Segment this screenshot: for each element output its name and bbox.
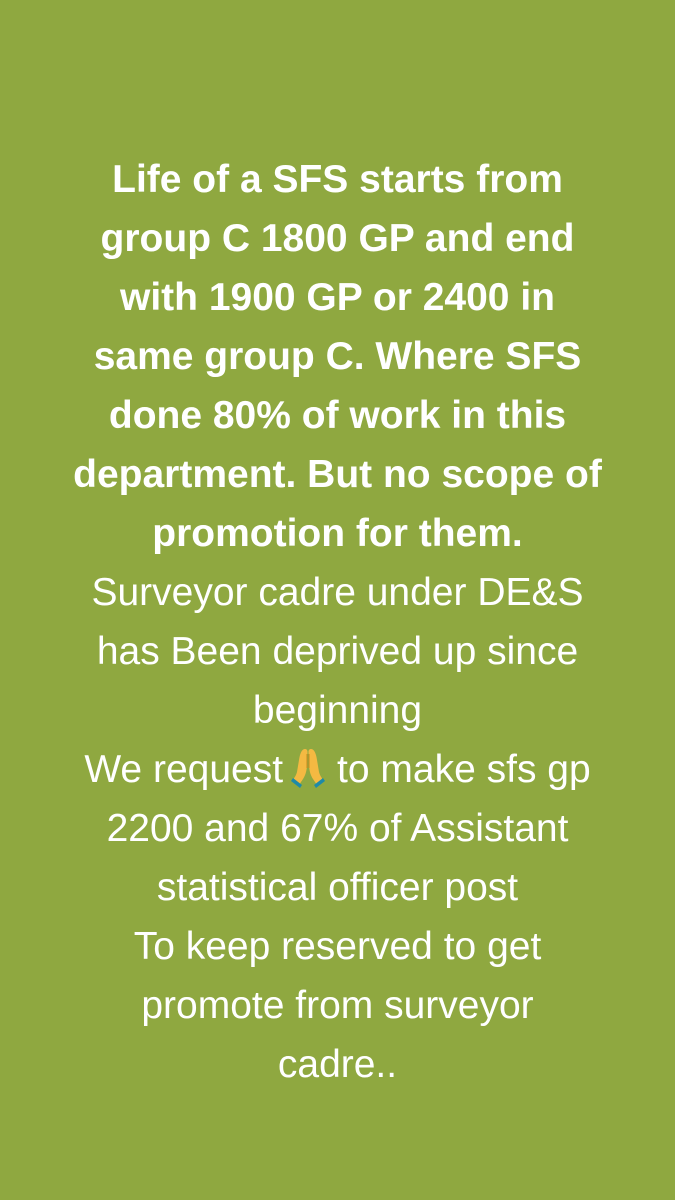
text-line: promotion for them.: [152, 512, 523, 555]
regular-paragraph: [0, 563, 675, 1094]
status-text: [0, 150, 675, 1094]
text-line: cadre..: [277, 1043, 398, 1086]
text-line: with 1900 GP or 2400 in: [120, 276, 555, 319]
text-line: has Been deprived up since: [96, 630, 579, 673]
request-text-continued: to make sfs gp: [337, 748, 591, 791]
text-line: beginning: [252, 689, 423, 732]
text-line: same group C. Where SFS: [93, 335, 582, 378]
text-line: Surveyor cadre under DE&S: [91, 571, 584, 614]
text-line: done 80% of work in this: [108, 394, 567, 437]
text-line: Life of a SFS starts from: [112, 158, 563, 201]
text-line: promote from surveyor: [141, 984, 534, 1027]
request-text: We request: [84, 748, 284, 791]
text-line: 2200 and 67% of Assistant: [106, 807, 569, 850]
folded-hands-emoji-icon: [289, 746, 327, 790]
bold-paragraph: [0, 150, 675, 563]
text-line: department. But no scope of: [73, 453, 602, 496]
text-line: To keep reserved to get: [133, 925, 542, 968]
text-line: statistical officer post: [156, 866, 519, 909]
request-line: [0, 740, 675, 799]
text-line: group C 1800 GP and end: [100, 217, 575, 260]
